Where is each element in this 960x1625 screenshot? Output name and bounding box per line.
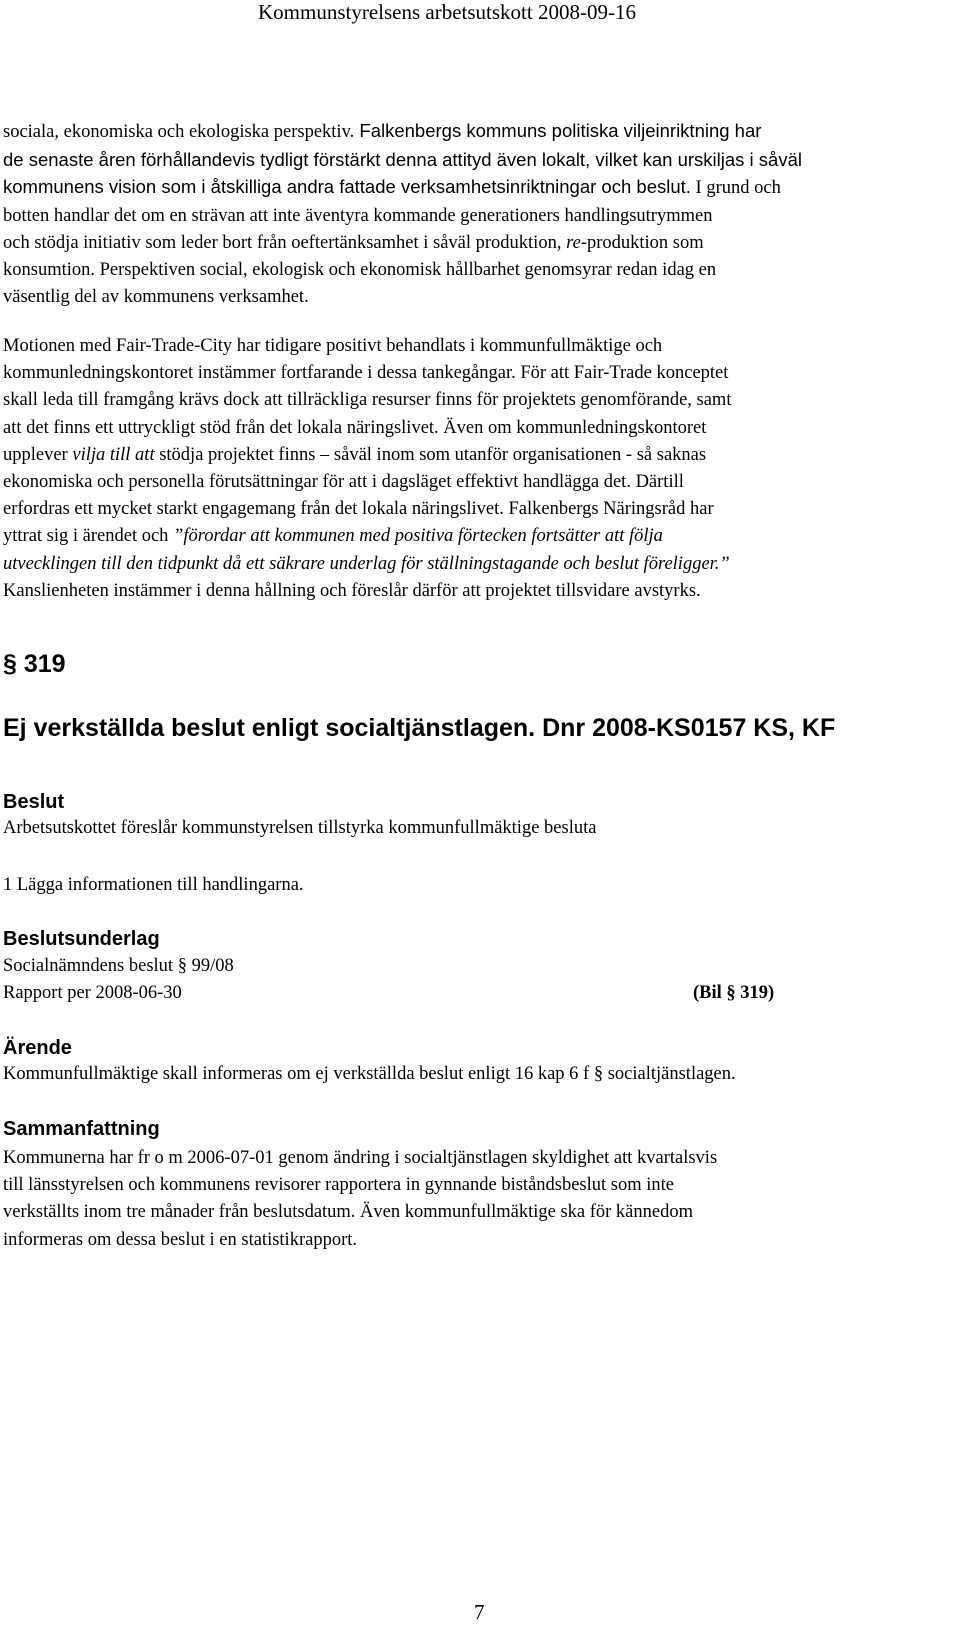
section-number: § 319 [3,650,66,678]
para2-line: Motionen med Fair-Trade-City har tidigare positivt behandlats i kommunfullmäktige och [3,336,663,356]
para2-line: erfordras ett mycket starkt engagemang från det lokala näringslivet. Falkenbergs Näringsråd har [3,499,714,520]
para2-line5-post: stödja projektet finns – såväl inom som utanför organisationen - så saknas [154,444,707,465]
sammanfattning-text [3,1145,958,1254]
arende-heading: Ärende [3,1037,72,1059]
para2-line: Kanslienheten instämmer i denna hållning och föreslår därför att projektet tillsvidare avstyrks. [3,580,701,601]
paragraph-perspektiv [3,117,958,311]
para1-line: de senaste åren förhållandevis tydligt förstärkt denna attityd även lokalt, vilket kan urskiljas i såväl [3,149,802,171]
para1-intro: sociala, ekonomiska och ekologiska perspektiv. [3,122,355,142]
beslutsunderlag-line: Rapport per 2008-06-30 [3,983,182,1003]
arende-text: Kommunfullmäktige skall informeras om ej verkställda beslut enligt 16 kap 6 f § socialtjänstlagen. [3,1064,736,1084]
sammanfattning-line: verkställts inom tre månader från beslutsdatum. Även kommunfullmäktige ska för kännedom [3,1202,693,1223]
para2-quote: utvecklingen till den tidpunkt då ett säkrare underlag för ställningstagande och beslut föreligger.” [3,553,730,574]
para1-line: väsentlig del av kommunens verksamhet. [3,287,309,308]
para1-line: kommunens vision som i åtskilliga andra fattade verksamhetsinriktningar och beslut. [3,176,691,198]
para2-line: ekonomiska och personella förutsättningar för att i dagsläget effektivt handlägga det. Därtill [3,472,684,493]
page-number: 7 [474,1600,485,1624]
beslutsunderlag-heading: Beslutsunderlag [3,928,160,950]
paragraph-fair-trade [3,333,958,605]
section-title: Ej verkställda beslut enligt socialtjänstlagen. Dnr 2008-KS0157 KS, KF [3,714,836,742]
para2-line5-pre: upplever [3,444,73,465]
beslut-text: Arbetsutskottet föreslår kommunstyrelsen tillstyrka kommunfullmäktige besluta [3,818,597,838]
beslutsunderlag-line: Socialnämndens beslut § 99/08 [3,956,234,976]
para1-line: och stödja initiativ som leder bort från oeftertänksamhet i såväl produktion, [3,232,567,253]
para2-quote: ”förordar att kommunen med positiva förtecken fortsätter att följa [173,526,663,547]
para1-line: konsumtion. Perspektiven social, ekologisk och ekonomisk hållbarhet genomsyrar redan idag en [3,260,717,281]
document-header: Kommunstyrelsens arbetsutskott 2008-09-16 [258,0,636,24]
sammanfattning-line: informeras om dessa beslut i en statistikrapport. [3,1229,357,1250]
para1-tail: Falkenbergs kommuns politiska viljeinriktning har [354,120,762,141]
sammanfattning-line: Kommunerna har fr o m 2006-07-01 genom ändring i socialtjänstlagen skyldighet att kvartalsvis [3,1148,718,1168]
para2-line8-pre: yttrat sig i ärendet och [3,526,174,547]
para2-line: skall leda till framgång krävs dock att tillräckliga resurser finns för projektets genomförande, samt [3,390,732,411]
beslut-item: 1 Lägga informationen till handlingarna. [3,875,304,895]
para2-line: kommunledningskontoret instämmer fortfarande i dessa tankegångar. För att Fair-Trade konceptet [3,363,729,384]
para2-line: att det finns ett uttryckligt stöd från det lokala näringslivet. Även om kommunledningskontoret [3,417,707,438]
para2-line5-italic: vilja till att [72,444,155,465]
beslut-heading: Beslut [3,791,65,813]
para1-line-tail: -produktion som [580,232,704,253]
sammanfattning-line: till länsstyrelsen och kommunens revisorer rapportera in gynnande biståndsbeslut som inte [3,1175,674,1196]
para1-line-tail: I grund och [690,178,781,199]
attachment-ref: (Bil § 319) [693,983,775,1003]
sammanfattning-heading: Sammanfattning [3,1118,160,1140]
para1-italic-re: re [566,232,581,253]
para1-line: botten handlar det om en strävan att inte äventyra kommande generationers handlingsutrymmen [3,205,713,226]
